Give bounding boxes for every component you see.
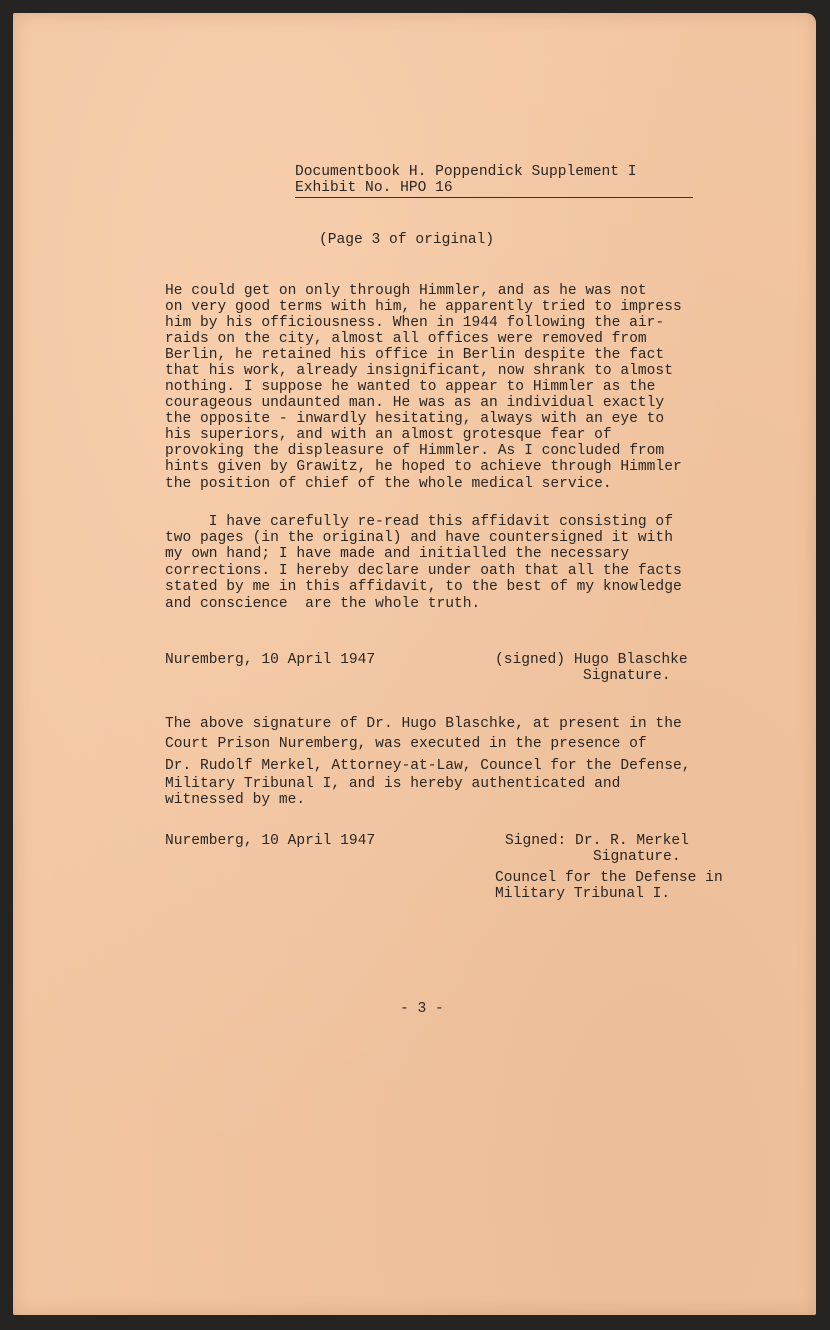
- paragraph2-line: I have carefully re-read this affidavit consisting of: [165, 514, 673, 530]
- paragraph1-line: hints given by Grawitz, he hoped to achieve through Himmler: [165, 459, 682, 475]
- paragraph1-line: the position of chief of the whole medical service.: [165, 476, 612, 492]
- signature2-label: Signature.: [593, 849, 681, 865]
- paragraph1-line: that his work, already insignificant, now shrank to almost: [165, 363, 673, 379]
- page-number: - 3 -: [400, 1001, 444, 1017]
- paragraph3-line: Dr. Rudolf Merkel, Attorney-at-Law, Councel for the Defense,: [165, 758, 691, 774]
- paragraph1-line: nothing. I suppose he wanted to appear to Himmler as the: [165, 379, 656, 395]
- paragraph3-line: Court Prison Nuremberg, was executed in the presence of: [165, 736, 647, 752]
- signature1-signed: (signed) Hugo Blaschke: [495, 652, 688, 668]
- paragraph1-line: him by his officiousness. When in 1944 following the air-: [165, 315, 665, 331]
- paragraph2-line: and conscience are the whole truth.: [165, 596, 481, 612]
- paragraph1-line: raids on the city, almost all offices were removed from: [165, 331, 647, 347]
- paragraph2-line: corrections. I hereby declare under oath that all the facts: [165, 563, 682, 579]
- paragraph2-line: two pages (in the original) and have countersigned it with: [165, 530, 673, 546]
- signature2-place-date: Nuremberg, 10 April 1947: [165, 833, 376, 849]
- page-note: (Page 3 of original): [319, 232, 495, 248]
- paragraph1-line: provoking the displeasure of Himmler. As I concluded from: [165, 443, 665, 459]
- paragraph1-line: He could get on only through Himmler, and as he was not: [165, 283, 647, 299]
- signature1-label: Signature.: [583, 668, 671, 684]
- paragraph3-line: The above signature of Dr. Hugo Blaschke, at present in the: [165, 716, 682, 732]
- paragraph1-line: Berlin, he retained his office in Berlin despite the fact: [165, 347, 665, 363]
- signature1-place-date: Nuremberg, 10 April 1947: [165, 652, 376, 668]
- paragraph2-line: stated by me in this affidavit, to the best of my knowledge: [165, 579, 682, 595]
- signature2-signed: Signed: Dr. R. Merkel: [505, 833, 689, 849]
- paragraph3-line: witnessed by me.: [165, 792, 306, 808]
- paragraph3-line: Military Tribunal I, and is hereby authenticated and: [165, 776, 621, 792]
- paragraph1-line: the opposite - inwardly hesitating, always with an eye to: [165, 411, 665, 427]
- documentbook-title: Documentbook H. Poppendick Supplement I: [295, 164, 637, 180]
- signature2-role-line2: Military Tribunal I.: [495, 886, 671, 902]
- signature2-role-line1: Councel for the Defense in: [495, 870, 723, 886]
- exhibit-number: Exhibit No. HPO 16: [295, 180, 453, 196]
- paragraph2-line: my own hand; I have made and initialled the necessary: [165, 546, 630, 562]
- paragraph1-line: courageous undaunted man. He was as an individual exactly: [165, 395, 665, 411]
- paragraph1-line: his superiors, and with an almost grotesque fear of: [165, 427, 612, 443]
- document-page: [13, 13, 816, 1315]
- exhibit-underline: [295, 197, 693, 198]
- paragraph1-line: on very good terms with him, he apparently tried to impress: [165, 299, 682, 315]
